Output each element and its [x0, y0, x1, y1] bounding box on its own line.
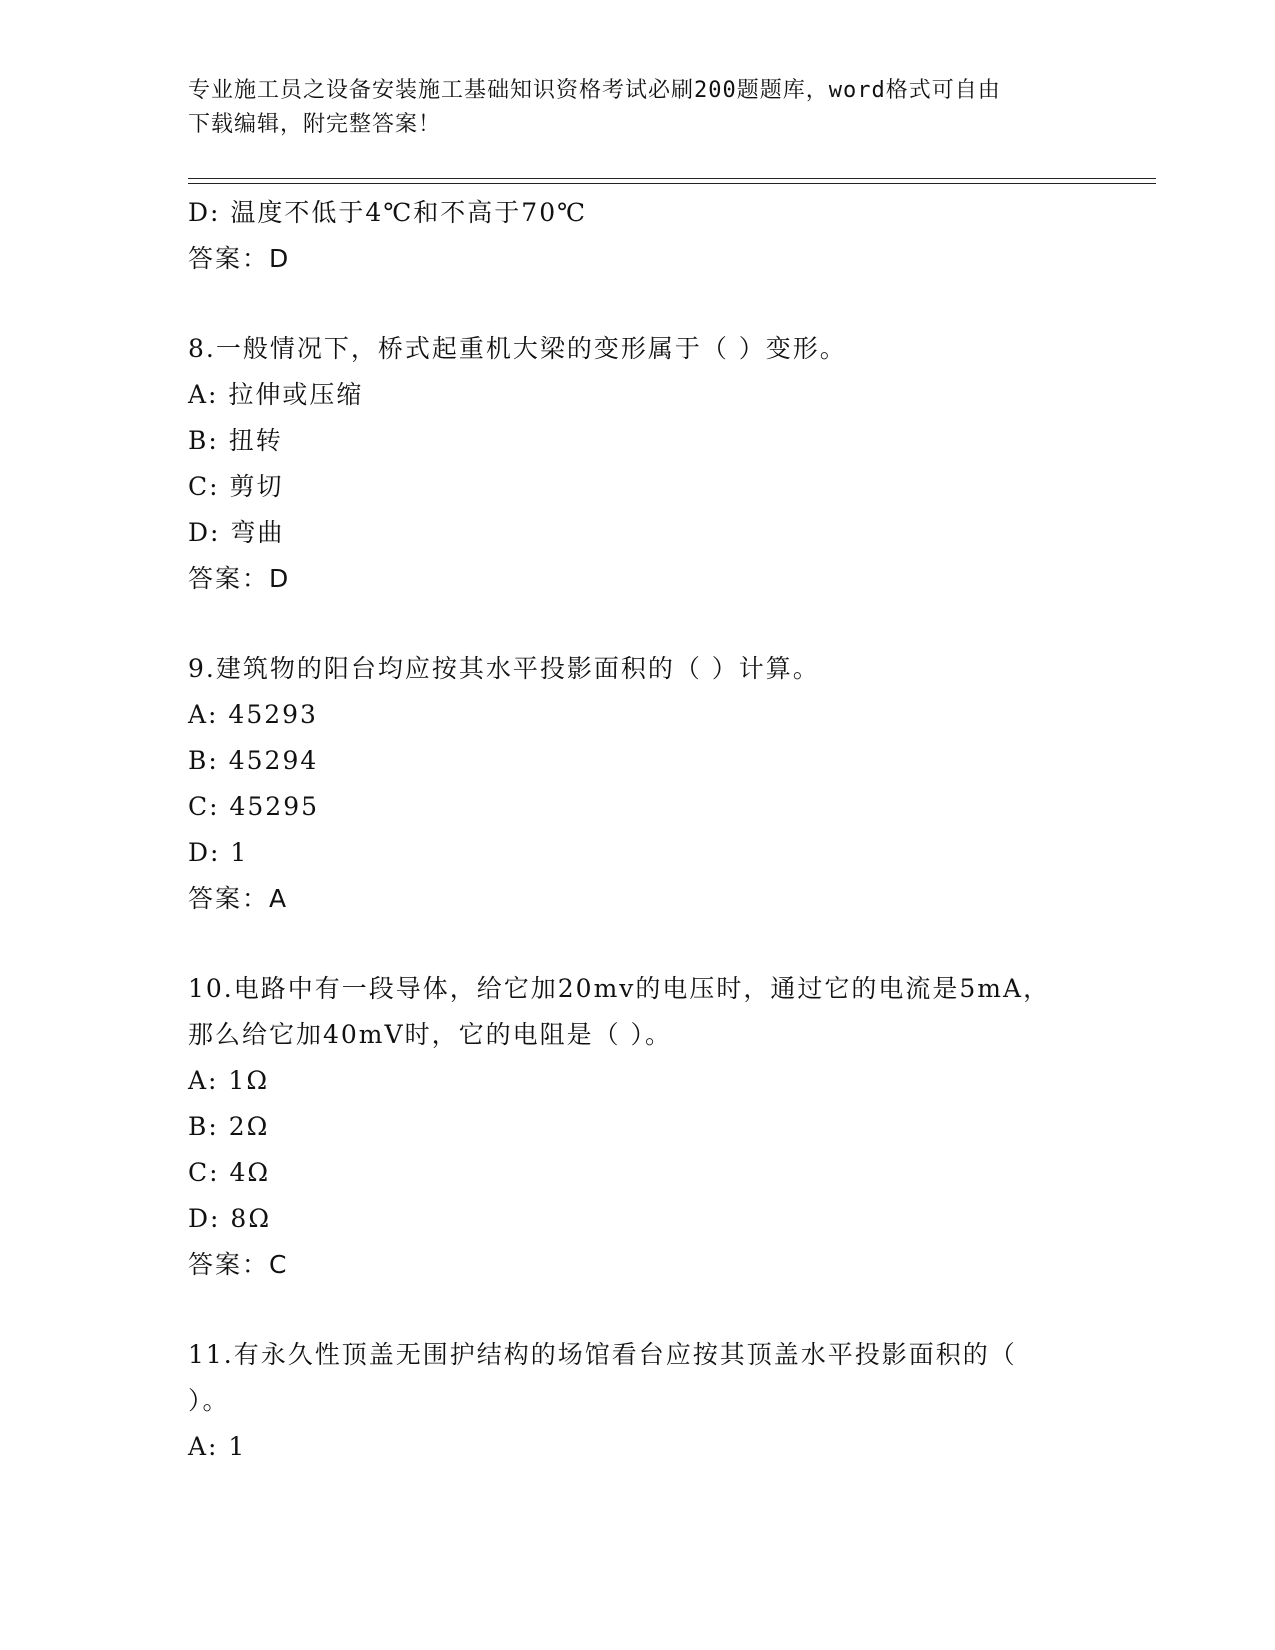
- option-a: A: 1: [188, 1432, 247, 1461]
- question-stem: 8.一般情况下，桥式起重机大梁的变形属于（ ）变形。: [188, 334, 847, 363]
- question-10: [188, 966, 1088, 1288]
- option-a: A: 1Ω: [188, 1066, 270, 1095]
- header-divider-bottom: [188, 183, 1156, 184]
- option-b: B: 2Ω: [188, 1112, 270, 1141]
- option-a: A: 拉伸或压缩: [188, 380, 364, 409]
- spacer: [188, 1288, 1088, 1332]
- question-11: [188, 1332, 1088, 1470]
- question-stem-line-1: 11.有永久性顶盖无围护结构的场馆看台应按其顶盖水平投影面积的（: [188, 1340, 1017, 1369]
- answer-line: 答案：A: [188, 884, 289, 913]
- spacer: [188, 602, 1088, 646]
- answer-line: 答案：D: [188, 244, 291, 273]
- option-d: D: 弯曲: [188, 518, 285, 547]
- question-stem-line-2: 那么给它加40mV时，它的电阻是（ ）。: [188, 1020, 673, 1049]
- document-body: [188, 190, 1088, 1470]
- option-b: B: 扭转: [188, 426, 283, 455]
- option-c: C: 剪切: [188, 472, 284, 501]
- option-b: B: 45294: [188, 746, 319, 775]
- question-stem: 9.建筑物的阳台均应按其水平投影面积的（ ）计算。: [188, 654, 820, 683]
- option-d: D: 温度不低于4℃和不高于70℃: [188, 198, 588, 227]
- option-a: A: 45293: [188, 700, 318, 729]
- question-continuation: [188, 190, 1088, 282]
- option-d: D: 8Ω: [188, 1204, 272, 1233]
- header-line-1: 专业施工员之设备安装施工基础知识资格考试必刷200题题库，word格式可自由: [188, 78, 1001, 103]
- option-c: C: 45295: [188, 792, 320, 821]
- header-divider-top: [188, 178, 1156, 179]
- document-header: [188, 74, 1088, 142]
- answer-line: 答案：D: [188, 564, 291, 593]
- header-line-2: 下载编辑，附完整答案！: [188, 112, 442, 137]
- spacer: [188, 282, 1088, 326]
- answer-line: 答案：C: [188, 1250, 289, 1279]
- option-c: C: 4Ω: [188, 1158, 271, 1187]
- question-9: [188, 646, 1088, 922]
- question-stem-line-2: ）。: [188, 1386, 230, 1415]
- spacer: [188, 922, 1088, 966]
- question-stem-line-1: 10.电路中有一段导体，给它加20mv的电压时，通过它的电流是5mA，: [188, 974, 1051, 1003]
- question-8: [188, 326, 1088, 602]
- option-d: D: 1: [188, 838, 249, 867]
